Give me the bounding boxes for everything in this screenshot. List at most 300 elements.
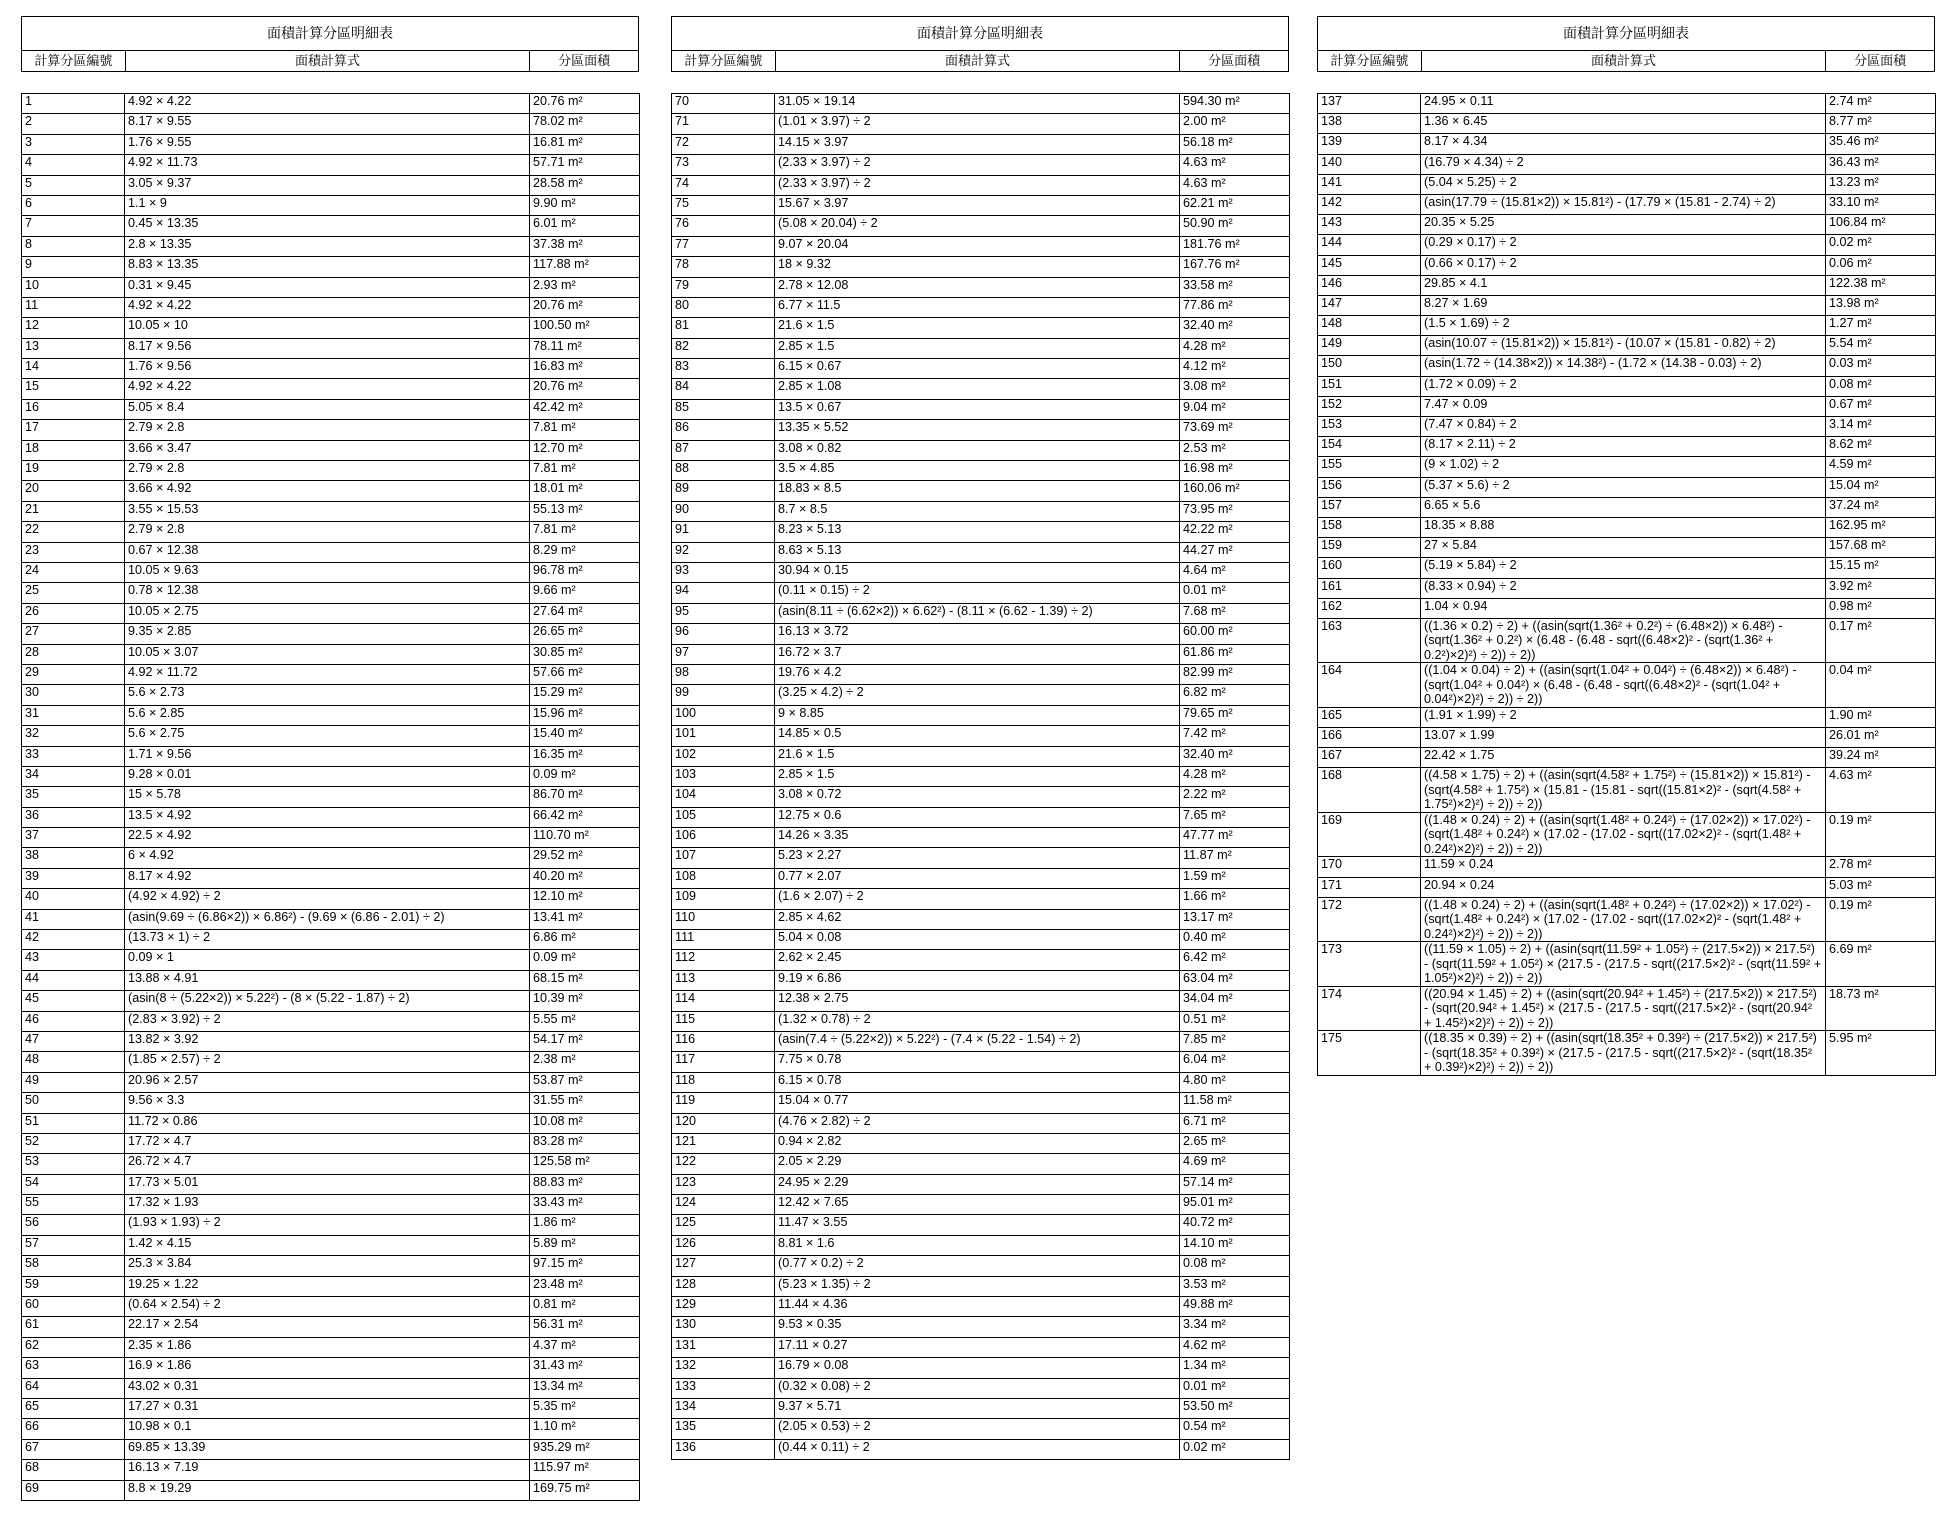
table-row — [22, 726, 640, 746]
row-area: 122.38 m² — [1826, 275, 1936, 295]
row-id: 32 — [22, 726, 125, 746]
row-formula: 2.85 × 1.5 — [775, 338, 1180, 358]
row-id: 123 — [672, 1174, 775, 1194]
row-id: 90 — [672, 501, 775, 521]
row-area: 63.04 m² — [1180, 970, 1290, 990]
row-id: 94 — [672, 583, 775, 603]
row-id: 175 — [1318, 1031, 1421, 1076]
row-id: 74 — [672, 175, 775, 195]
row-id: 8 — [22, 236, 125, 256]
row-id: 34 — [22, 766, 125, 786]
row-id: 33 — [22, 746, 125, 766]
row-id: 122 — [672, 1154, 775, 1174]
row-formula: (1.5 × 1.69) ÷ 2 — [1421, 316, 1826, 336]
table-row — [22, 1195, 640, 1215]
row-area: 96.78 m² — [530, 562, 640, 582]
row-formula: 5.6 × 2.73 — [125, 685, 530, 705]
row-formula: 11.44 × 4.36 — [775, 1297, 1180, 1317]
row-id: 66 — [22, 1419, 125, 1439]
row-id: 143 — [1318, 215, 1421, 235]
column-header-formula: 面積計算式 — [776, 51, 1181, 71]
column-header-id: 計算分區編號 — [672, 51, 776, 71]
row-id: 96 — [672, 624, 775, 644]
row-area: 4.64 m² — [1180, 562, 1290, 582]
table-row — [672, 991, 1290, 1011]
row-formula: 9.07 × 20.04 — [775, 236, 1180, 256]
table-row — [672, 522, 1290, 542]
row-formula: (1.72 × 0.09) ÷ 2 — [1421, 376, 1826, 396]
row-area: 36.43 m² — [1826, 154, 1936, 174]
table-row — [672, 236, 1290, 256]
row-area: 13.17 m² — [1180, 909, 1290, 929]
table-row — [1318, 728, 1936, 748]
table-row — [1318, 235, 1936, 255]
row-area: 3.34 m² — [1180, 1317, 1290, 1337]
row-formula: 21.6 × 1.5 — [775, 746, 1180, 766]
row-area: 115.97 m² — [530, 1460, 640, 1480]
row-id: 42 — [22, 930, 125, 950]
row-area: 0.03 m² — [1826, 356, 1936, 376]
row-area: 15.29 m² — [530, 685, 640, 705]
table-row — [22, 440, 640, 460]
table-row — [22, 624, 640, 644]
table-row — [1318, 194, 1936, 214]
row-formula: 21.6 × 1.5 — [775, 318, 1180, 338]
table-row — [1318, 877, 1936, 897]
row-formula: (0.44 × 0.11) ÷ 2 — [775, 1439, 1180, 1459]
row-formula: (4.92 × 4.92) ÷ 2 — [125, 889, 530, 909]
table-row — [672, 1439, 1290, 1459]
row-id: 125 — [672, 1215, 775, 1235]
table-row — [672, 644, 1290, 664]
row-area: 50.90 m² — [1180, 216, 1290, 236]
table-title: 面積計算分區明細表 — [22, 17, 638, 51]
row-area: 7.81 m² — [530, 420, 640, 440]
row-area: 32.40 m² — [1180, 318, 1290, 338]
row-formula: 11.59 × 0.24 — [1421, 857, 1826, 877]
table-row — [22, 1235, 640, 1255]
row-area: 86.70 m² — [530, 787, 640, 807]
table-row — [672, 1031, 1290, 1051]
row-area: 20.76 m² — [530, 94, 640, 114]
row-area: 2.22 m² — [1180, 787, 1290, 807]
row-id: 5 — [22, 175, 125, 195]
table-row — [22, 664, 640, 684]
table-row — [672, 94, 1290, 114]
table-row — [672, 1093, 1290, 1113]
table-row — [22, 1399, 640, 1419]
table-row — [1318, 437, 1936, 457]
table-row — [1318, 812, 1936, 857]
table-row — [672, 868, 1290, 888]
row-area: 12.10 m² — [530, 889, 640, 909]
row-formula: ((1.36 × 0.2) ÷ 2) + ((asin(sqrt(1.36² + 0.2²) ÷ (6.48×2)) × 6.48²) - (sqrt(1.36² + 0.2²) × (6.48 - (6.48 - sqrt((6.48×2)² - (sqrt(1.36² + 0.2²)×2)²) ÷ 2)) ÷ 2)) — [1421, 618, 1826, 663]
row-formula: (1.01 × 3.97) ÷ 2 — [775, 114, 1180, 134]
row-id: 173 — [1318, 942, 1421, 987]
row-id: 35 — [22, 787, 125, 807]
row-id: 136 — [672, 1439, 775, 1459]
row-formula: 1.71 × 9.56 — [125, 746, 530, 766]
row-area: 0.02 m² — [1826, 235, 1936, 255]
row-id: 156 — [1318, 477, 1421, 497]
row-area: 42.22 m² — [1180, 522, 1290, 542]
row-id: 61 — [22, 1317, 125, 1337]
row-id: 92 — [672, 542, 775, 562]
row-formula: 20.94 × 0.24 — [1421, 877, 1826, 897]
table-row — [1318, 897, 1936, 942]
row-id: 138 — [1318, 114, 1421, 134]
table-row — [22, 1337, 640, 1357]
row-formula: (asin(17.79 ÷ (15.81×2)) × 15.81²) - (17.79 × (15.81 - 2.74) ÷ 2) — [1421, 194, 1826, 214]
row-area: 1.27 m² — [1826, 316, 1936, 336]
row-formula: 22.5 × 4.92 — [125, 828, 530, 848]
table-row — [22, 1174, 640, 1194]
table-row — [22, 970, 640, 990]
row-formula: 7.47 × 0.09 — [1421, 396, 1826, 416]
column-header-formula: 面積計算式 — [126, 51, 531, 71]
row-id: 157 — [1318, 497, 1421, 517]
row-area: 0.67 m² — [1826, 396, 1936, 416]
row-area: 0.81 m² — [530, 1297, 640, 1317]
row-formula: 1.76 × 9.56 — [125, 359, 530, 379]
row-area: 11.87 m² — [1180, 848, 1290, 868]
row-area: 13.41 m² — [530, 909, 640, 929]
table-row — [22, 746, 640, 766]
row-formula: 8.83 × 13.35 — [125, 257, 530, 277]
row-area: 66.42 m² — [530, 807, 640, 827]
table-row — [1318, 316, 1936, 336]
table-row — [22, 94, 640, 114]
row-area: 157.68 m² — [1826, 538, 1936, 558]
table-row — [22, 1113, 640, 1133]
table-row — [22, 603, 640, 623]
table-row — [672, 114, 1290, 134]
table-row — [22, 1072, 640, 1092]
row-id: 154 — [1318, 437, 1421, 457]
row-id: 152 — [1318, 396, 1421, 416]
row-id: 46 — [22, 1011, 125, 1031]
row-id: 26 — [22, 603, 125, 623]
row-formula: (2.33 × 3.97) ÷ 2 — [775, 155, 1180, 175]
row-id: 72 — [672, 134, 775, 154]
table-row — [22, 889, 640, 909]
table-row — [672, 1297, 1290, 1317]
row-id: 87 — [672, 440, 775, 460]
table-row — [672, 807, 1290, 827]
row-id: 168 — [1318, 768, 1421, 813]
row-id: 164 — [1318, 663, 1421, 708]
row-area: 11.58 m² — [1180, 1093, 1290, 1113]
row-id: 54 — [22, 1174, 125, 1194]
row-id: 27 — [22, 624, 125, 644]
row-formula: 6.65 × 5.6 — [1421, 497, 1826, 517]
row-id: 161 — [1318, 578, 1421, 598]
table-row — [672, 134, 1290, 154]
row-id: 57 — [22, 1235, 125, 1255]
row-formula: 18.83 × 8.5 — [775, 481, 1180, 501]
row-id: 100 — [672, 705, 775, 725]
row-area: 47.77 m² — [1180, 828, 1290, 848]
row-formula: 15 × 5.78 — [125, 787, 530, 807]
row-formula: 2.85 × 1.5 — [775, 766, 1180, 786]
row-formula: 0.94 × 2.82 — [775, 1133, 1180, 1153]
row-id: 30 — [22, 685, 125, 705]
row-id: 31 — [22, 705, 125, 725]
table-row — [1318, 215, 1936, 235]
table-row — [1318, 1031, 1936, 1076]
row-formula: (2.05 × 0.53) ÷ 2 — [775, 1419, 1180, 1439]
row-formula: 22.42 × 1.75 — [1421, 748, 1826, 768]
row-area: 0.51 m² — [1180, 1011, 1290, 1031]
table-row — [22, 420, 640, 440]
row-area: 56.31 m² — [530, 1317, 640, 1337]
row-area: 30.85 m² — [530, 644, 640, 664]
table-row — [22, 1419, 640, 1439]
row-formula: 6.15 × 0.78 — [775, 1072, 1180, 1092]
row-area: 160.06 m² — [1180, 481, 1290, 501]
table-row — [1318, 477, 1936, 497]
row-formula: ((1.48 × 0.24) ÷ 2) + ((asin(sqrt(1.48² + 0.24²) ÷ (17.02×2)) × 17.02²) - (sqrt(1.48² + 0.24²) × (17.02 - (17.02 - sqrt((17.02×2)² - (sqrt(1.48² + 0.24²)×2)²) ÷ 2)) ÷ 2)) — [1421, 897, 1826, 942]
row-id: 65 — [22, 1399, 125, 1419]
table-row — [672, 1011, 1290, 1031]
row-area: 7.65 m² — [1180, 807, 1290, 827]
row-formula: 13.07 × 1.99 — [1421, 728, 1826, 748]
row-id: 88 — [672, 461, 775, 481]
row-formula: 4.92 × 11.73 — [125, 155, 530, 175]
row-id: 145 — [1318, 255, 1421, 275]
row-area: 3.08 m² — [1180, 379, 1290, 399]
row-id: 79 — [672, 277, 775, 297]
row-id: 142 — [1318, 194, 1421, 214]
row-area: 2.65 m² — [1180, 1133, 1290, 1153]
row-id: 15 — [22, 379, 125, 399]
row-formula: 11.72 × 0.86 — [125, 1113, 530, 1133]
row-area: 6.71 m² — [1180, 1113, 1290, 1133]
table-row — [22, 195, 640, 215]
table-row — [22, 114, 640, 134]
row-formula: (5.37 × 5.6) ÷ 2 — [1421, 477, 1826, 497]
row-id: 139 — [1318, 134, 1421, 154]
row-formula: 10.05 × 9.63 — [125, 562, 530, 582]
row-id: 147 — [1318, 295, 1421, 315]
table-row — [672, 1419, 1290, 1439]
table-row — [672, 1072, 1290, 1092]
row-id: 112 — [672, 950, 775, 970]
row-id: 20 — [22, 481, 125, 501]
row-id: 21 — [22, 501, 125, 521]
row-id: 76 — [672, 216, 775, 236]
row-formula: 1.04 × 0.94 — [1421, 598, 1826, 618]
row-id: 18 — [22, 440, 125, 460]
table-row — [22, 1154, 640, 1174]
row-area: 40.72 m² — [1180, 1215, 1290, 1235]
row-id: 130 — [672, 1317, 775, 1337]
row-id: 153 — [1318, 417, 1421, 437]
row-area: 1.34 m² — [1180, 1358, 1290, 1378]
row-area: 0.19 m² — [1826, 812, 1936, 857]
row-area: 53.50 m² — [1180, 1399, 1290, 1419]
row-area: 8.29 m² — [530, 542, 640, 562]
row-formula: (0.32 × 0.08) ÷ 2 — [775, 1378, 1180, 1398]
row-formula: ((18.35 × 0.39) ÷ 2) + ((asin(sqrt(18.35² + 0.39²) ÷ (217.5×2)) × 217.5²) - (sqrt(18.35² + 0.39²) × (217.5 - (217.5 - sqrt((217.5×2)² - (sqrt(18.35² + 0.39²)×2)²) ÷ 2)) ÷ 2)) — [1421, 1031, 1826, 1076]
row-id: 51 — [22, 1113, 125, 1133]
row-formula: (1.91 × 1.99) ÷ 2 — [1421, 707, 1826, 727]
row-area: 57.14 m² — [1180, 1174, 1290, 1194]
row-formula: 30.94 × 0.15 — [775, 562, 1180, 582]
row-formula: 2.35 × 1.86 — [125, 1337, 530, 1357]
row-formula: 8.81 × 1.6 — [775, 1235, 1180, 1255]
table-row — [1318, 255, 1936, 275]
table-row — [22, 1011, 640, 1031]
row-formula: 6 × 4.92 — [125, 848, 530, 868]
row-id: 43 — [22, 950, 125, 970]
table-row — [1318, 857, 1936, 877]
table-row — [1318, 748, 1936, 768]
table-row — [672, 1337, 1290, 1357]
row-id: 129 — [672, 1297, 775, 1317]
row-area: 594.30 m² — [1180, 94, 1290, 114]
row-formula: 11.47 × 3.55 — [775, 1215, 1180, 1235]
row-area: 26.01 m² — [1826, 728, 1936, 748]
table-row — [672, 175, 1290, 195]
row-id: 49 — [22, 1072, 125, 1092]
row-formula: 6.77 × 11.5 — [775, 297, 1180, 317]
row-formula: (8.17 × 2.11) ÷ 2 — [1421, 437, 1826, 457]
row-area: 60.00 m² — [1180, 624, 1290, 644]
row-id: 137 — [1318, 94, 1421, 114]
table-row — [672, 746, 1290, 766]
row-formula: (1.85 × 2.57) ÷ 2 — [125, 1052, 530, 1072]
row-area: 78.11 m² — [530, 338, 640, 358]
row-id: 7 — [22, 216, 125, 236]
row-id: 77 — [672, 236, 775, 256]
table-row — [672, 501, 1290, 521]
table-row — [1318, 663, 1936, 708]
row-id: 160 — [1318, 558, 1421, 578]
row-formula: (0.29 × 0.17) ÷ 2 — [1421, 235, 1826, 255]
table-row — [1318, 417, 1936, 437]
row-area: 7.85 m² — [1180, 1031, 1290, 1051]
row-formula: 3.55 × 15.53 — [125, 501, 530, 521]
row-id: 104 — [672, 787, 775, 807]
row-id: 69 — [22, 1480, 125, 1500]
row-area: 4.28 m² — [1180, 338, 1290, 358]
row-id: 169 — [1318, 812, 1421, 857]
row-id: 95 — [672, 603, 775, 623]
row-formula: 5.04 × 0.08 — [775, 930, 1180, 950]
row-area: 15.15 m² — [1826, 558, 1936, 578]
row-formula: 8.8 × 19.29 — [125, 1480, 530, 1500]
row-area: 44.27 m² — [1180, 542, 1290, 562]
row-formula: 24.95 × 0.11 — [1421, 94, 1826, 114]
row-formula: 18.35 × 8.88 — [1421, 517, 1826, 537]
table-row — [672, 195, 1290, 215]
table-header — [1317, 16, 1935, 72]
table-row — [22, 930, 640, 950]
row-id: 148 — [1318, 316, 1421, 336]
row-formula: 4.92 × 4.22 — [125, 297, 530, 317]
row-id: 170 — [1318, 857, 1421, 877]
row-id: 124 — [672, 1195, 775, 1215]
table-row — [1318, 356, 1936, 376]
row-area: 6.01 m² — [530, 216, 640, 236]
row-id: 174 — [1318, 986, 1421, 1031]
row-area: 0.09 m² — [530, 766, 640, 786]
row-formula: 10.05 × 10 — [125, 318, 530, 338]
row-id: 38 — [22, 848, 125, 868]
table-row — [1318, 558, 1936, 578]
row-formula: 12.38 × 2.75 — [775, 991, 1180, 1011]
row-id: 101 — [672, 726, 775, 746]
row-area: 0.02 m² — [1180, 1439, 1290, 1459]
row-area: 26.65 m² — [530, 624, 640, 644]
row-formula: 14.26 × 3.35 — [775, 828, 1180, 848]
row-area: 1.90 m² — [1826, 707, 1936, 727]
row-area: 16.35 m² — [530, 746, 640, 766]
row-id: 68 — [22, 1460, 125, 1480]
row-id: 10 — [22, 277, 125, 297]
row-area: 3.53 m² — [1180, 1276, 1290, 1296]
row-formula: 0.77 × 2.07 — [775, 868, 1180, 888]
row-area: 162.95 m² — [1826, 517, 1936, 537]
row-area: 20.76 m² — [530, 297, 640, 317]
row-formula: 8.23 × 5.13 — [775, 522, 1180, 542]
row-id: 140 — [1318, 154, 1421, 174]
row-area: 0.17 m² — [1826, 618, 1936, 663]
row-area: 16.81 m² — [530, 134, 640, 154]
table-title: 面積計算分區明細表 — [1318, 17, 1934, 51]
table-row — [22, 257, 640, 277]
row-id: 83 — [672, 359, 775, 379]
row-area: 5.89 m² — [530, 1235, 640, 1255]
row-area: 117.88 m² — [530, 257, 640, 277]
table-row — [22, 236, 640, 256]
row-formula: 8.7 × 8.5 — [775, 501, 1180, 521]
row-id: 53 — [22, 1154, 125, 1174]
row-area: 56.18 m² — [1180, 134, 1290, 154]
row-area: 4.62 m² — [1180, 1337, 1290, 1357]
row-area: 97.15 m² — [530, 1256, 640, 1276]
row-area: 28.58 m² — [530, 175, 640, 195]
row-id: 2 — [22, 114, 125, 134]
row-id: 119 — [672, 1093, 775, 1113]
row-area: 6.42 m² — [1180, 950, 1290, 970]
row-area: 13.98 m² — [1826, 295, 1936, 315]
table-row — [1318, 768, 1936, 813]
row-area: 82.99 m² — [1180, 664, 1290, 684]
table-row — [22, 297, 640, 317]
row-formula: 0.09 × 1 — [125, 950, 530, 970]
row-id: 108 — [672, 868, 775, 888]
row-id: 163 — [1318, 618, 1421, 663]
row-id: 114 — [672, 991, 775, 1011]
row-area: 100.50 m² — [530, 318, 640, 338]
table-row — [1318, 517, 1936, 537]
row-id: 132 — [672, 1358, 775, 1378]
row-formula: (3.25 × 4.2) ÷ 2 — [775, 685, 1180, 705]
table-row — [672, 257, 1290, 277]
row-area: 42.42 m² — [530, 399, 640, 419]
table-row — [1318, 275, 1936, 295]
table-row — [1318, 598, 1936, 618]
row-formula: 2.05 × 2.29 — [775, 1154, 1180, 1174]
row-formula: 31.05 × 19.14 — [775, 94, 1180, 114]
row-id: 118 — [672, 1072, 775, 1092]
column-header-area: 分區面積 — [1208, 53, 1261, 68]
row-id: 117 — [672, 1052, 775, 1072]
table-row — [1318, 154, 1936, 174]
row-area: 8.62 m² — [1826, 437, 1936, 457]
